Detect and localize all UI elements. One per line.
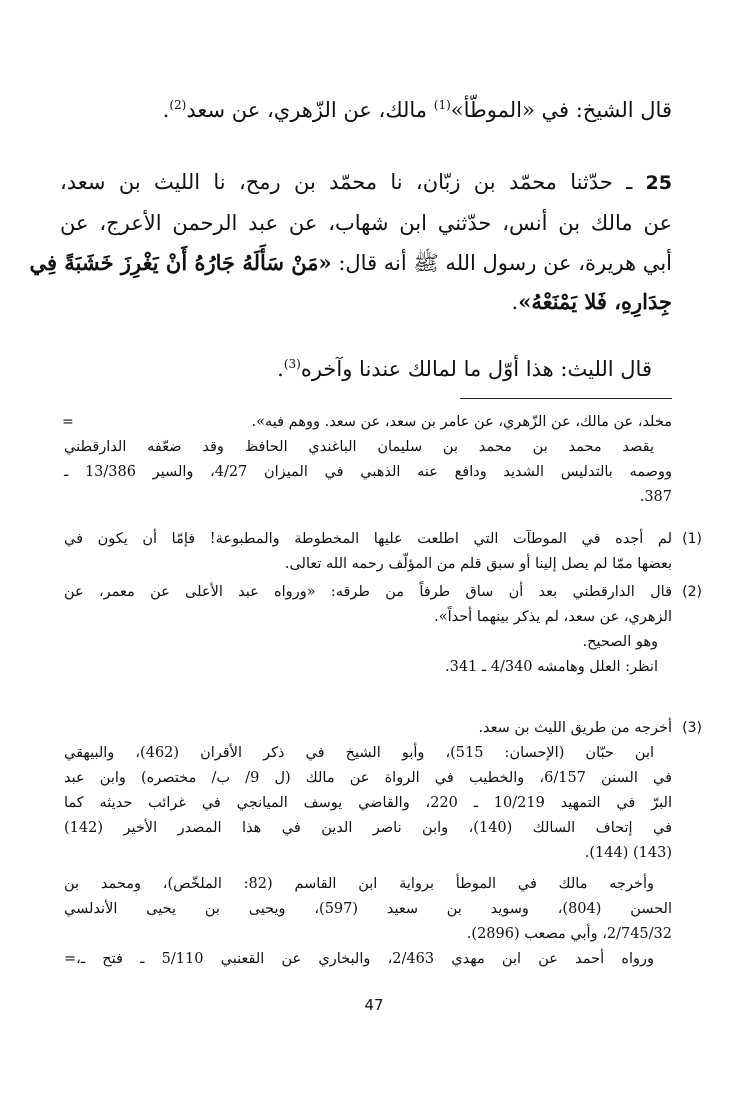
shaykh-text: قال الشيخ: في «الموطّأ» <box>450 98 672 122</box>
continuation-line: يقصد محمد بن محمد بن سليمان الباغندي الحافظ وقد ضعّفه الدارقطني <box>64 439 654 455</box>
footnote-line: ابن حبّان (الإحسان: 515)، وأبو الشيخ في ذكر الأقران (462)، والبيهقي <box>64 745 655 761</box>
footnote-line: بعضها ممّا لم يصل إلينا أو سبق قلم من المؤلّف رحمه الله تعالى. <box>284 556 672 572</box>
footnote-line: قال الدارقطني بعد أن ساق طرفاً من طرقه: «ورواه عبد الأعلى عن معمر، عن <box>64 584 672 600</box>
footnote-ref-1[interactable]: (1) <box>433 98 451 112</box>
footnote-line: وأخرجه مالك في الموطأ برواية ابن القاسم (82: الملخّص)، ومحمد بن <box>64 876 655 892</box>
continuation-line: ووصمه بالتدليس الشديد ودافع عنه الذهبي في الميزان 4/27، والسير 13/386 ـ <box>64 464 672 480</box>
footnote-3-number: (3) <box>682 720 702 736</box>
footnote-line: انظر: العلل وهامشه 4/340 ـ 341. <box>444 659 658 675</box>
footnote-line: أخرجه من طريق الليث بن سعد. <box>478 720 672 736</box>
hadith-25-line-3 <box>29 245 672 281</box>
continuation-mark: = <box>62 414 74 430</box>
hadith-isnad-2: عن مالك بن أنس، حدّثني ابن شهاب، عن عبد الرحمن الأعرج، عن <box>60 211 672 235</box>
continuation-line: مخلد، عن مالك، عن الزّهري، عن عامر بن سعد، عن سعد. ووهم فيه». <box>251 414 672 430</box>
page-number: 47 <box>364 996 384 1014</box>
footnote-3 <box>64 716 702 972</box>
footnote-ref-3[interactable]: (3) <box>283 357 301 371</box>
laith-text: قال الليث: هذا أوّل ما لمالك عندنا وآخره <box>300 357 652 381</box>
laith-statement <box>60 351 652 387</box>
footnote-line: البرّ في التمهيد 10/219 ـ 220، والقاضي يوسف الميانجي في غرائب حديثه كما <box>64 795 672 811</box>
laith-end: . <box>277 357 284 381</box>
footnote-line: في إتحاف السالك (140)، وابن ناصر الدين في هذا المصدر الأخير (142) <box>64 820 673 836</box>
shaykh-statement <box>60 92 672 128</box>
footnote-ref-2[interactable]: (2) <box>169 98 187 112</box>
hadith-matn-1: «مَنْ سَأَلَهُ جَارُهُ أَنْ يَغْرِزَ خَشَبَةً فِي <box>29 250 332 275</box>
footnote-line: (143) (144). <box>584 845 672 861</box>
hadith-number: 25 <box>645 172 672 194</box>
hadith-isnad-1: ـ حدّثنا محمّد بن زبّان، نا محمّد بن رمح، نا الليث بن سعد، <box>60 170 646 194</box>
footnote-line: في السنن 6/157، والخطيب في الرواة عن مالك (ل 9/ ب/ مختصره) وابن عبد <box>64 770 673 786</box>
hadith-25-line-1 <box>60 164 672 201</box>
footnote-line: الحسن (804)، وسويد بن سعيد (597)، ويحيى بن يحيى الأندلسي <box>64 901 672 917</box>
shaykh-end: . <box>162 98 170 122</box>
footnote-2-number: (2) <box>682 584 702 600</box>
footnote-line: الزهري، عن سعد، لم يذكر بينهما أحداً». <box>434 609 672 625</box>
footnote-separator <box>460 398 672 399</box>
continuation-line: 387. <box>639 489 672 505</box>
footnote-line: ورواه أحمد عن ابن مهدي 2/463، والبخاري عن القعنبي 5/110 ـ فتح ـ،= <box>64 951 654 967</box>
hadith-end: . <box>511 290 519 314</box>
hadith-isnad-3: أبي هريرة، عن رسول الله ﷺ أنه قال: <box>331 251 672 275</box>
footnote-continuation <box>64 410 672 510</box>
footnote-line: 2/745/32، وأبي مصعب (2896). <box>466 926 672 942</box>
footnote-line: وهو الصحيح. <box>582 634 658 650</box>
shaykh-text-b: مالك، عن الزّهري، عن سعد <box>186 98 434 122</box>
hadith-25-line-4 <box>60 284 672 320</box>
footnote-1 <box>64 527 702 577</box>
hadith-matn-2: جِدَارِهِ، فَلا يَمْنَعْهُ» <box>518 289 672 314</box>
footnote-1-number: (1) <box>682 531 702 547</box>
footnote-line: لم أجده في الموطآت التي اطلعت عليها المخطوطة والمطبوعة! فإمّا أن يكون في <box>64 531 672 547</box>
footnote-2 <box>64 580 702 680</box>
hadith-25-line-2 <box>60 205 672 241</box>
